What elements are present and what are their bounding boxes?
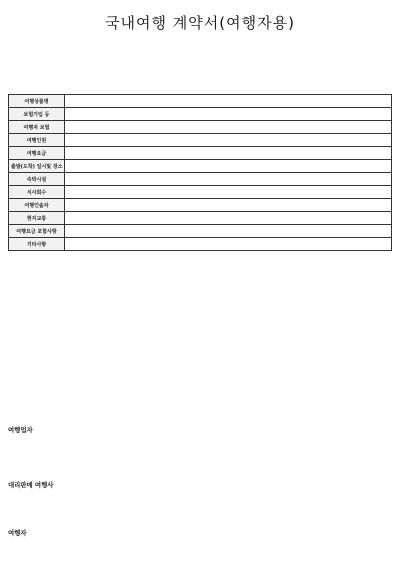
table-row	[9, 225, 392, 238]
table-row	[9, 108, 392, 121]
row-value	[65, 95, 392, 108]
table-row	[9, 121, 392, 134]
table-row	[9, 238, 392, 251]
row-label: 여행요금	[9, 147, 65, 160]
table-row	[9, 199, 392, 212]
row-label: 여행상품명	[9, 95, 65, 108]
row-value	[65, 199, 392, 212]
table-row	[9, 186, 392, 199]
party-label-2: 여행자	[8, 529, 27, 537]
party-label-0: 여행업자	[8, 426, 33, 434]
row-value	[65, 186, 392, 199]
row-value	[65, 160, 392, 173]
row-label: 식사회수	[9, 186, 65, 199]
contract-table	[8, 94, 392, 251]
row-value	[65, 173, 392, 186]
table-row	[9, 212, 392, 225]
row-value	[65, 225, 392, 238]
row-value	[65, 238, 392, 251]
table-row	[9, 160, 392, 173]
row-label: 여행요금 포함사항	[9, 225, 65, 238]
row-value	[65, 212, 392, 225]
row-label: 여행인원	[9, 134, 65, 147]
row-label: 여행자 보험	[9, 121, 65, 134]
row-value	[65, 147, 392, 160]
row-label: 출발(도착) 일시및 장소	[9, 160, 65, 173]
row-value	[65, 108, 392, 121]
row-label: 현지교통	[9, 212, 65, 225]
party-label-1: 대리판매 여행사	[8, 481, 54, 489]
table-row	[9, 95, 392, 108]
row-label: 여행인솔자	[9, 199, 65, 212]
row-value	[65, 134, 392, 147]
row-label: 숙박시설	[9, 173, 65, 186]
row-label: 기타사항	[9, 238, 65, 251]
page-title: 국내여행 계약서(여행자용)	[105, 14, 295, 32]
table-row	[9, 134, 392, 147]
row-label: 보험가입 등	[9, 108, 65, 121]
table-row	[9, 173, 392, 186]
table-row	[9, 147, 392, 160]
row-value	[65, 121, 392, 134]
